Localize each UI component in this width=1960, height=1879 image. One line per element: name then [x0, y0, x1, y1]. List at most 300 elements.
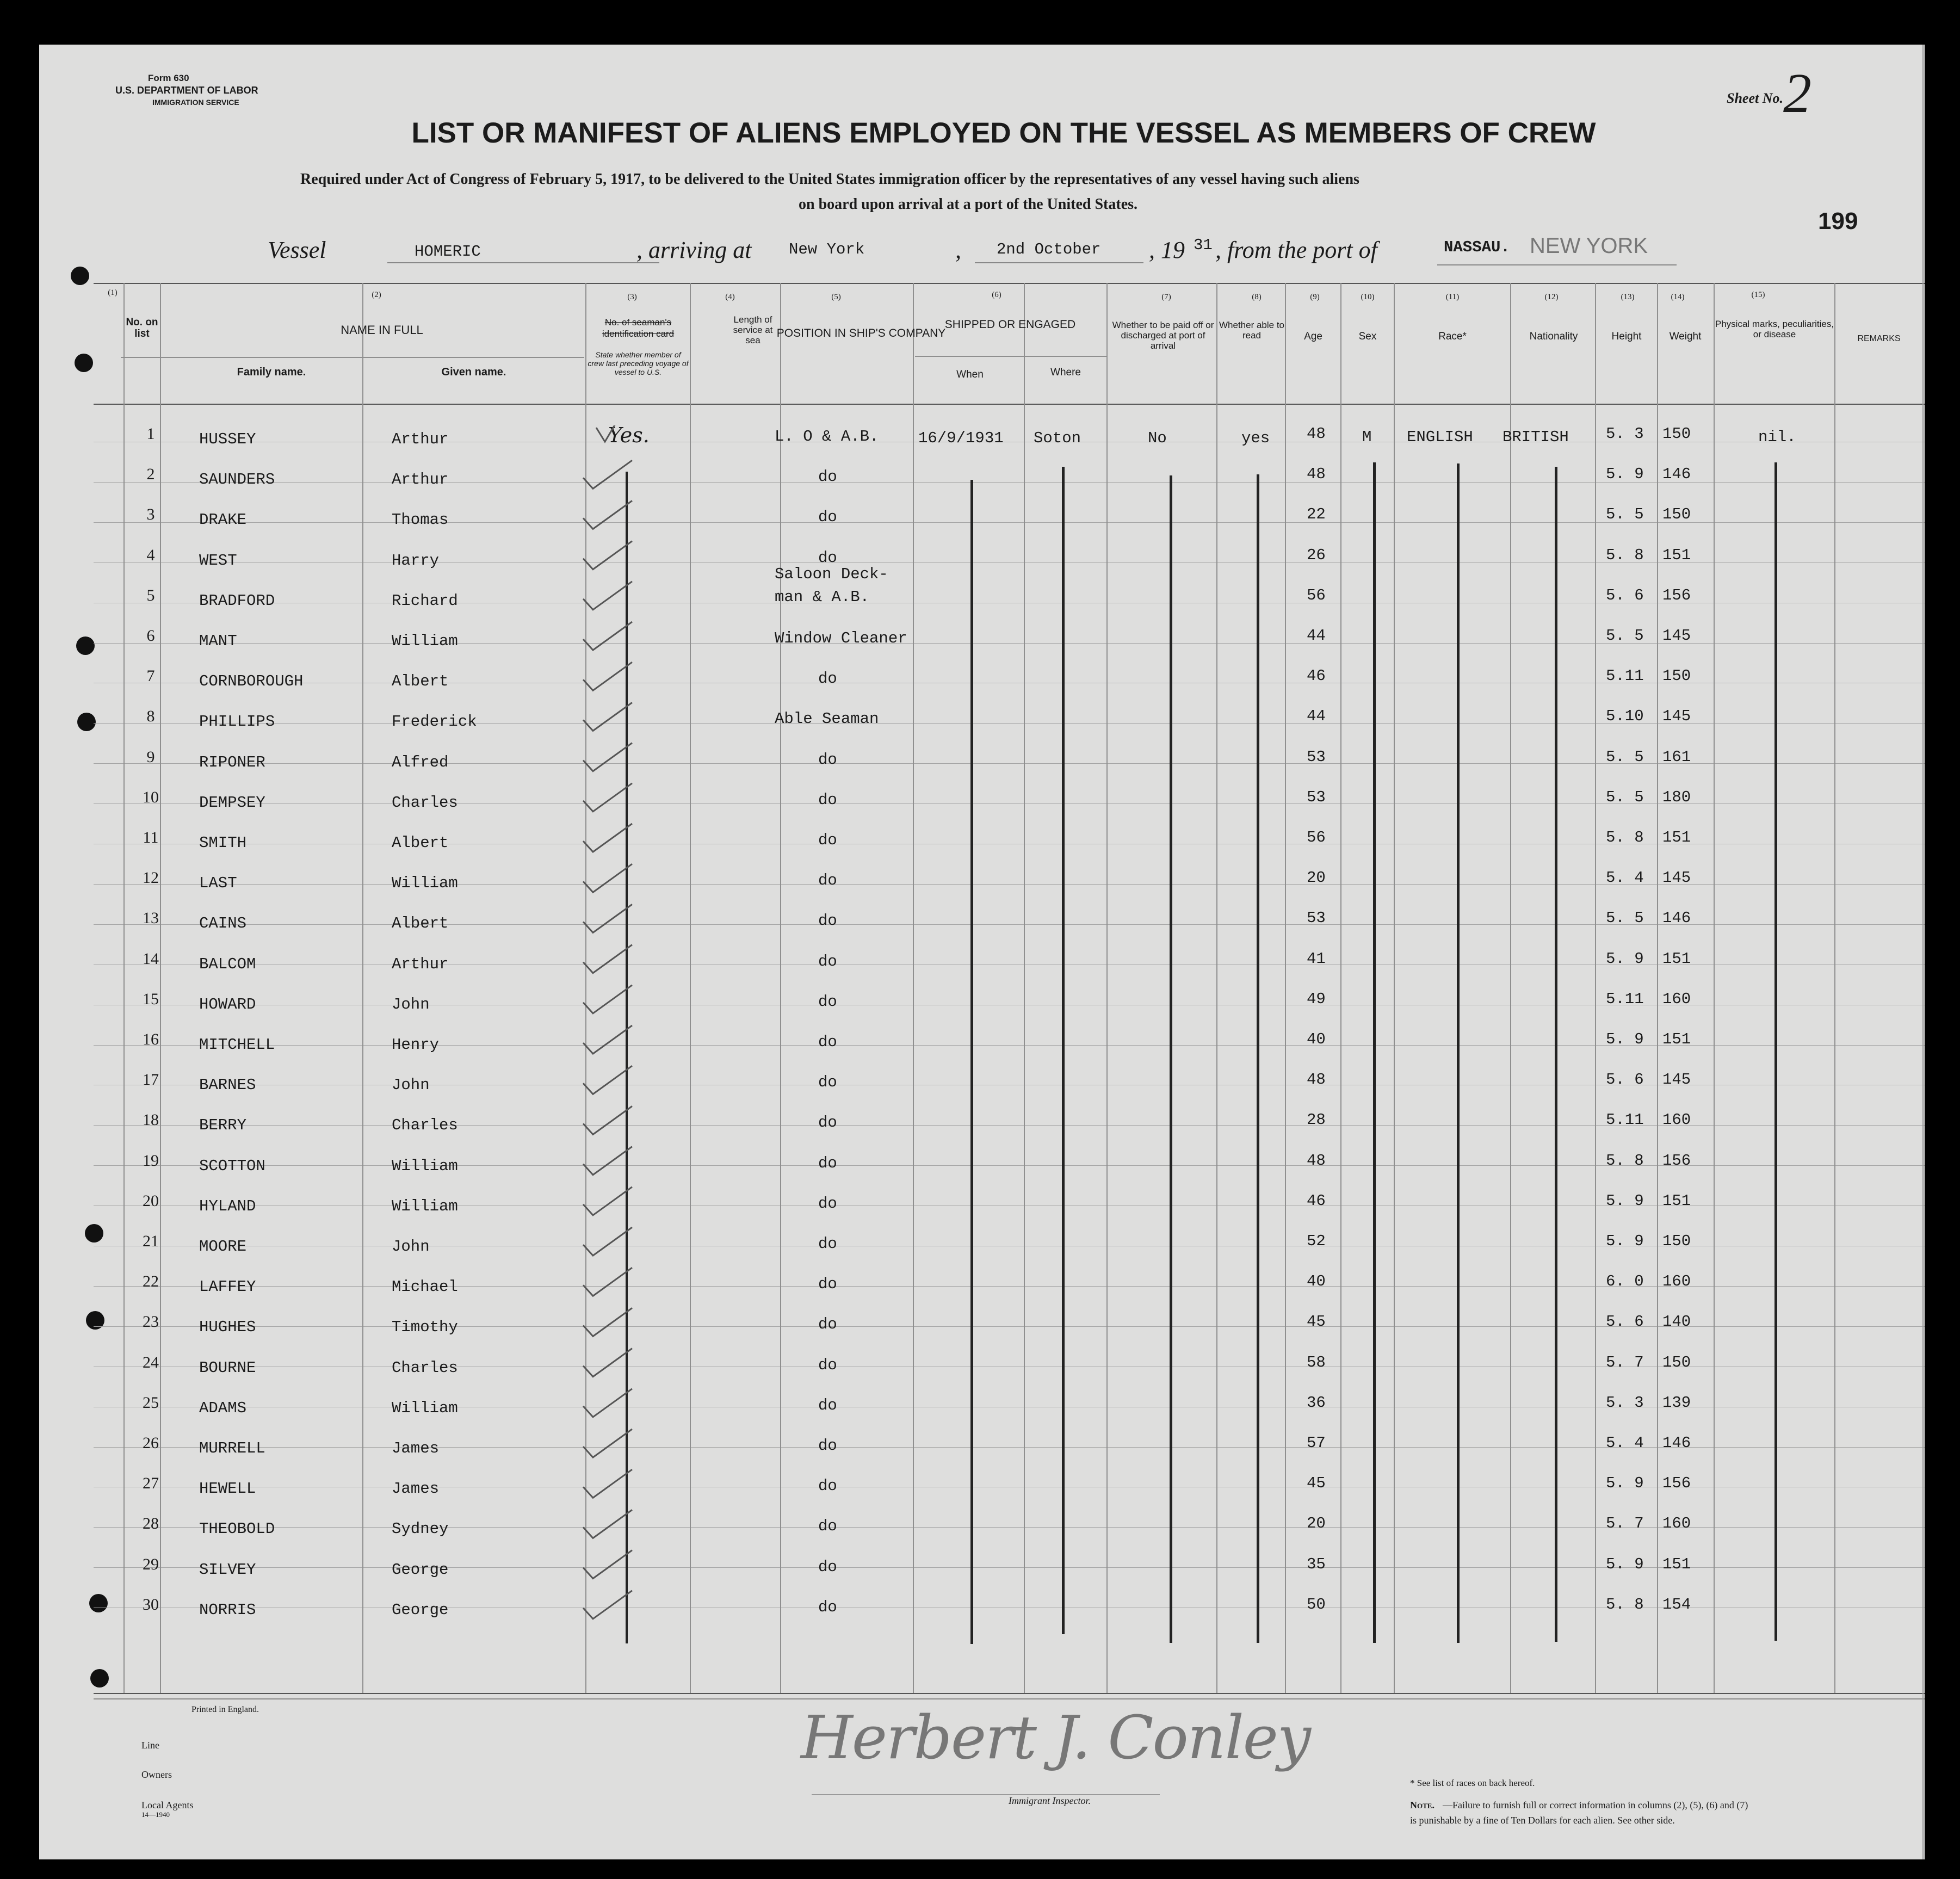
nationality: BRITISH [1503, 428, 1569, 446]
row-given: William [392, 1157, 458, 1175]
row-height: 5. 5 [1606, 788, 1644, 806]
physical-marks: nil. [1758, 428, 1796, 446]
col-num: (9) [1310, 293, 1320, 301]
row-no: 15 [143, 990, 159, 1008]
row-age: 20 [1307, 869, 1326, 887]
check-mark [583, 1187, 632, 1215]
row-given: Charles [392, 793, 458, 812]
row-age: 48 [1307, 425, 1326, 443]
row-no: 27 [143, 1474, 159, 1493]
check-mark [583, 864, 632, 892]
row-age: 53 [1307, 909, 1326, 928]
row-position: do [818, 670, 837, 688]
row-given: Thomas [392, 511, 449, 529]
row-height: 5. 8 [1606, 546, 1644, 564]
row-weight: 151 [1662, 829, 1691, 846]
row-position: do [818, 1235, 837, 1253]
note-line1: —Failure to furnish full or correct information in columns (2), (5), (6) and (7) [1443, 1800, 1748, 1810]
row-given: George [392, 1560, 449, 1579]
row-age: 46 [1307, 1191, 1326, 1210]
check-mark [583, 1025, 632, 1054]
row-no: 1 [146, 425, 155, 443]
row-weight: 150 [1662, 1232, 1691, 1250]
row-height: 5. 6 [1606, 586, 1644, 604]
row-family: ADAMS [199, 1399, 247, 1417]
row-no: 4 [146, 546, 155, 564]
col-num: (1) [108, 288, 118, 297]
col-num: (6) [992, 290, 1001, 299]
row-age: 44 [1307, 707, 1326, 726]
vessel-name: HOMERIC [415, 243, 481, 261]
row-no: 22 [143, 1272, 159, 1291]
row-age: 52 [1307, 1232, 1326, 1250]
check-mark [583, 985, 632, 1013]
row-family: BOURNE [199, 1358, 256, 1377]
check-mark [583, 904, 632, 932]
col-num: (2) [372, 290, 381, 299]
row-family: CAINS [199, 914, 247, 933]
row-no: 7 [146, 667, 155, 685]
page-title: LIST OR MANIFEST OF ALIENS EMPLOYED ON THE VESSEL AS MEMBERS OF CREW [411, 117, 1596, 149]
row-age: 48 [1307, 1151, 1326, 1170]
row-given: Albert [392, 914, 449, 933]
row-weight: 160 [1662, 1111, 1691, 1129]
binder-hole [85, 1224, 103, 1243]
header-paid-off: Whether to be paid off or discharged at port of arrival [1112, 320, 1214, 351]
row-age: 45 [1307, 1313, 1326, 1331]
row-given: George [392, 1600, 449, 1619]
row-given: Arthur [392, 430, 449, 448]
row-position: do [818, 1275, 837, 1294]
row-given: Henry [392, 1036, 440, 1054]
row-no: 26 [143, 1434, 159, 1452]
row-no: 25 [143, 1393, 159, 1412]
row-age: 36 [1307, 1393, 1326, 1412]
header-given-name: Given name. [441, 366, 506, 378]
row-given: Arthur [392, 471, 449, 489]
row-no: 8 [146, 707, 155, 726]
ditto-line [1257, 474, 1259, 1643]
row-position: do [818, 992, 837, 1011]
row-age: 48 [1307, 465, 1326, 484]
col-num: (13) [1621, 293, 1635, 301]
page-number: 199 [1818, 208, 1858, 234]
col-num: (5) [831, 293, 841, 301]
row-family: CORNBOROUGH [199, 672, 304, 691]
row-age: 44 [1307, 627, 1326, 645]
col-num: (3) [627, 293, 637, 301]
row-height: 5. 5 [1606, 627, 1644, 645]
row-no: 2 [146, 465, 155, 484]
check-mark [596, 425, 616, 442]
row-weight: 151 [1662, 1191, 1691, 1210]
able-to-read: yes [1241, 429, 1270, 447]
row-family: LAFFEY [199, 1278, 256, 1296]
header-no-on-list: No. on list [126, 317, 158, 339]
row-weight: 145 [1662, 707, 1691, 726]
form-number: Form 630 [148, 73, 189, 83]
row-given: Charles [392, 1116, 458, 1135]
subtitle-line2: on board upon arrival at a port of the United States. [799, 196, 1138, 213]
shipped-where: Soton [1034, 429, 1081, 447]
year-prefix: , 19 [1149, 237, 1185, 263]
header-card-struck: No. of seaman's identification card [602, 317, 675, 339]
subtitle-line1: Required under Act of Congress of February 5, 1917, to be delivered to the United States immigration officer by the representatives of any vessel having such aliens [300, 171, 1359, 188]
sheet-label: Sheet No. [1727, 90, 1783, 106]
row-position: do [818, 912, 837, 930]
header-height: Height [1611, 331, 1642, 342]
arriving-label: , arriving at [636, 237, 752, 263]
binder-hole [89, 1594, 108, 1612]
row-position: do [818, 1114, 837, 1132]
line-label: Line [141, 1740, 159, 1751]
row-position: do [818, 1557, 837, 1576]
row-height: 5. 8 [1606, 1151, 1644, 1170]
binder-hole [90, 1669, 109, 1688]
row-given: John [392, 1076, 430, 1095]
row-weight: 139 [1662, 1393, 1691, 1412]
row-position: do [818, 508, 837, 527]
row-family: SAUNDERS [199, 471, 275, 489]
row-given: Frederick [392, 713, 477, 731]
row-position: do [818, 468, 837, 486]
row-given: James [392, 1439, 440, 1457]
row-family: MITCHELL [199, 1036, 275, 1054]
header-position: POSITION IN SHIP'S COMPANY [776, 327, 946, 339]
row-no: 13 [143, 909, 159, 928]
col-num: (14) [1671, 293, 1685, 301]
header-length-of-service: Length of service at sea [733, 314, 773, 345]
row-given: Charles [392, 1358, 458, 1377]
row-height: 6. 0 [1606, 1272, 1644, 1291]
row-weight: 150 [1662, 505, 1691, 524]
row-age: 45 [1307, 1474, 1326, 1493]
row-given: James [392, 1480, 440, 1498]
row-age: 40 [1307, 1030, 1326, 1048]
row-height: 5. 7 [1606, 1515, 1644, 1533]
row-height: 5. 9 [1606, 1555, 1644, 1573]
row-family: SCOTTON [199, 1157, 265, 1175]
from-port-label: , from the port of [1215, 237, 1377, 263]
row-position: do [818, 750, 837, 769]
row-weight: 145 [1662, 869, 1691, 887]
port-stamp: NEW YORK [1530, 234, 1648, 258]
row-position: do [818, 1517, 837, 1536]
check-mark [583, 945, 632, 973]
row-age: 22 [1307, 505, 1326, 524]
row-height: 5.11 [1606, 990, 1644, 1008]
row-given: Timothy [392, 1318, 458, 1337]
row-family: PHILLIPS [199, 713, 275, 731]
header-previous-voyage: State whether member of crew last preceding voyage of vessel to U.S. [588, 350, 689, 376]
row-age: 41 [1307, 949, 1326, 968]
row-position: do [818, 1073, 837, 1092]
header-sex: Sex [1358, 331, 1377, 342]
ditto-line [970, 480, 973, 1644]
check-mark [583, 1550, 632, 1579]
row-position: do [818, 871, 837, 890]
row-family: HEWELL [199, 1480, 256, 1498]
row-position: do [818, 1033, 837, 1051]
row-given: John [392, 1238, 430, 1256]
row-weight: 160 [1662, 1272, 1691, 1291]
row-given: Michael [392, 1278, 458, 1296]
row-age: 50 [1307, 1595, 1326, 1614]
row-height: 5. 9 [1606, 1191, 1644, 1210]
check-mark [583, 662, 632, 690]
row-given: Albert [392, 834, 449, 852]
check-mark [583, 500, 632, 529]
row-height: 5. 9 [1606, 1232, 1644, 1250]
col-num: (7) [1161, 293, 1171, 301]
row-height: 5. 3 [1606, 1393, 1644, 1412]
inspector-signature: Herbert J. Conley [801, 1703, 1310, 1772]
row-height: 5. 9 [1606, 1474, 1644, 1493]
row-no: 9 [146, 747, 155, 766]
row-height: 5.11 [1606, 667, 1644, 685]
row-weight: 140 [1662, 1313, 1691, 1331]
row-height: 5. 9 [1606, 465, 1644, 484]
check-mark [583, 1429, 632, 1457]
row-position: do [818, 1396, 837, 1414]
check-mark [583, 1106, 632, 1134]
row-weight: 156 [1662, 1474, 1691, 1493]
row-weight: 156 [1662, 1151, 1691, 1170]
check-mark [583, 783, 632, 812]
row-height: 5. 7 [1606, 1353, 1644, 1371]
race-note: * See list of races on back hereof. [1410, 1778, 1535, 1788]
row-weight: 150 [1662, 1353, 1691, 1371]
row-weight: 160 [1662, 1515, 1691, 1533]
department-name: U.S. DEPARTMENT OF LABOR [115, 85, 258, 96]
check-mark [583, 541, 632, 570]
row-family: HUGHES [199, 1318, 256, 1337]
row-weight: 150 [1662, 425, 1691, 443]
row-position: Saloon Deck- man & A.B. [775, 565, 888, 606]
row-position: do [818, 1315, 837, 1334]
row-family: MANT [199, 632, 237, 650]
row-height: 5. 5 [1606, 747, 1644, 766]
check-mark [583, 622, 632, 650]
row-height: 5. 6 [1606, 1313, 1644, 1331]
row-no: 30 [143, 1595, 159, 1614]
row-position: do [818, 1437, 837, 1455]
row-height: 5. 6 [1606, 1071, 1644, 1089]
row-age: 53 [1307, 788, 1326, 806]
row-family: MURRELL [199, 1439, 265, 1457]
header-weight: Weight [1669, 331, 1702, 342]
row-no: 29 [143, 1555, 159, 1573]
binder-hole [77, 713, 96, 731]
row-given: Alfred [392, 753, 449, 771]
note-label: Note. [1410, 1800, 1435, 1810]
row-position: Window Cleaner [775, 629, 907, 647]
arrival-year: 31 [1194, 236, 1213, 254]
row-position: do [818, 952, 837, 971]
row-height: 5. 9 [1606, 949, 1644, 968]
row-given: William [392, 1197, 458, 1215]
row-weight: 156 [1662, 586, 1691, 604]
paid-off: No [1148, 429, 1167, 447]
prev-voyage-yes: Yes. [608, 423, 650, 447]
check-mark [583, 1227, 632, 1256]
row-no: 20 [143, 1191, 159, 1210]
row-age: 49 [1307, 990, 1326, 1008]
row-height: 5. 9 [1606, 1030, 1644, 1048]
row-position: Able Seaman [775, 710, 879, 728]
row-no: 16 [143, 1030, 159, 1048]
header-name-in-full: NAME IN FULL [341, 323, 423, 337]
row-age: 56 [1307, 829, 1326, 846]
row-height: 5. 8 [1606, 829, 1644, 846]
row-family: DEMPSEY [199, 793, 265, 812]
row-no: 10 [143, 788, 159, 806]
row-age: 48 [1307, 1071, 1326, 1089]
row-age: 20 [1307, 1515, 1326, 1533]
row-no: 18 [143, 1111, 159, 1129]
header-shipped-engaged: SHIPPED OR ENGAGED [944, 318, 1076, 331]
header-shipped-where: Where [1050, 367, 1081, 378]
row-position: L. O & A.B. [775, 428, 879, 446]
check-mark [583, 1591, 632, 1619]
check-mark [583, 1066, 632, 1094]
row-height: 5.10 [1606, 707, 1644, 726]
row-weight: 154 [1662, 1595, 1691, 1614]
row-age: 26 [1307, 546, 1326, 564]
sex: M [1362, 428, 1372, 446]
row-family: NORRIS [199, 1600, 256, 1619]
row-age: 56 [1307, 586, 1326, 604]
row-family: THEOBOLD [199, 1520, 275, 1538]
check-marks [561, 425, 670, 1677]
row-no: 24 [143, 1353, 159, 1371]
row-family: DRAKE [199, 511, 247, 529]
check-mark [583, 1349, 632, 1377]
row-weight: 145 [1662, 1071, 1691, 1089]
row-family: HUSSEY [199, 430, 256, 448]
agents-code: 14—1940 [141, 1810, 170, 1819]
row-no: 14 [143, 949, 159, 968]
binder-hole [76, 636, 95, 655]
row-no: 19 [143, 1151, 159, 1170]
row-weight: 146 [1662, 909, 1691, 928]
row-weight: 151 [1662, 1555, 1691, 1573]
row-given: William [392, 632, 458, 650]
row-height: 5. 4 [1606, 869, 1644, 887]
shipped-when: 16/9/1931 [918, 429, 1004, 447]
row-age: 58 [1307, 1353, 1326, 1371]
row-height: 5. 8 [1606, 1595, 1644, 1614]
row-family: WEST [199, 551, 237, 570]
row-position: do [818, 1598, 837, 1616]
row-height: 5. 5 [1606, 505, 1644, 524]
row-weight: 160 [1662, 990, 1691, 1008]
arrival-date: 2nd October [997, 240, 1101, 258]
header-nationality: Nationality [1529, 331, 1578, 342]
col-num: (15) [1751, 290, 1765, 299]
header-able-to-read: Whether able to read [1219, 320, 1284, 341]
printed-in-england: Printed in England. [191, 1705, 259, 1714]
row-family: LAST [199, 874, 237, 893]
row-position: do [818, 1154, 837, 1172]
local-agents-label: Local Agents [141, 1800, 194, 1810]
row-family: BERRY [199, 1116, 247, 1135]
row-no: 5 [146, 586, 155, 604]
row-family: MOORE [199, 1238, 247, 1256]
ditto-line [1170, 475, 1172, 1643]
row-weight: 146 [1662, 465, 1691, 484]
row-weight: 151 [1662, 949, 1691, 968]
service-name: IMMIGRATION SERVICE [152, 98, 239, 107]
row-age: 35 [1307, 1555, 1326, 1573]
check-mark [583, 824, 632, 852]
manifest-sheet: Form 630 U.S. DEPARTMENT OF LABOR IMMIGRATION SERVICE Sheet No. 2 199 LIST OR MANIFEST OF ALIENS EMPLOYED ON THE VESSEL AS MEMBERS OF CREW Required under Act of Congress of February 5, 1917, to be delivered to the United States immigration officer by the representatives of any vessel having such aliens on board upon arrival at a port of the United States. Vessel HOMERIC , arriving at New York , 2nd October , 19 31 , from the port of NASSAU. NEW YORK (1) (2) (3) (4) (5) (6) (7) (8) (9) (10) (11) (12) (13) (14) (15) No. on list NAME IN FULL Family name. Given name. No. of seaman's identification card State whether member of crew last preceding voyage of vessel to U.S. Length of service at sea POSITION IN SHIP'S COMPANY SHIPPED OR ENGAGED When Where Whether to be paid off or discharged at port of arrival Whether able to read Age Sex Race* Nationality Height Weight Physical marks, peculiarities, or disease REMARKS Yes. 16/9/1931 Soton No yes M ENGLISH BRITISH nil. 1 HUSSEY Arthur L. O & A.B. 48 5. 3 150 2 SAUNDERS Arthur do 48 5. 9 146 3 DRAKE Thomas do 22 5. 5 150 4 WEST Harry do 26 5. 8 151 5 BRADFORD Richard Saloon Deck- man & A.B. 56 5. 6 156 6 MANT William Window Cleaner 44 5. 5 145 7 CORNBOROUGH Albert do 46 5.11 150 8 PHILLIPS Frederick Able Seaman 44 5.10 145 9 RIPONER Alfred do 53 5. 5 161 10 DEMPSEY Charles do 53 5. 5 180 11 SMITH Albert do 56 5. 8 151 12 LAST William do 20 5. 4 145 13 CAINS Albert do 53 5. 5 146 14 BALCOM Arthur do 41 5. 9 151 15 HOWARD John do 49 5.11 160 16 MITCHELL Henry do 40 5. 9 151 17 BARNES John do 48 5. 6 145 18 BERRY Charles do 28 5.11 160 19 SCOTTON William do 48 5. 8 156 20 HYLAND William do 46 5. 9 151 21 MOORE John do 52 5. 9 150 22 LAFFEY Michael do 40 6. 0 160 23 HUGHES Timothy do 45 5. 6 140 24 BOURNE Charles do 58 5. 7 150 25 ADAMS William do 36 5. 3 139 26 MURRELL James do 57 5. 4 146 27 HEWELL James do 45 5. 9 156 28 THEOBOLD Sydney do 20 5. 7 160 29 SILVEY George do 35 5. 9 151 30 NORRIS George do 50 5. 8 154 Printed in England. Line Owners Local Agents 14—1940 Herbert J. Conley Immigrant Inspector. * See list of races on back hereof. Note. —Failure to furnish full or correct information in columns (2), (5), (6) and (7) is punishable by a fine of Ten Dollars for each alien. See other side. [39, 45, 1925, 1859]
binder-hole [75, 354, 93, 372]
row-given: William [392, 874, 458, 893]
row-no: 21 [143, 1232, 159, 1250]
col-num: (10) [1361, 293, 1375, 301]
row-family: HOWARD [199, 995, 256, 1013]
row-family: SMITH [199, 834, 247, 852]
row-height: 5.11 [1606, 1111, 1644, 1129]
row-no: 23 [143, 1313, 159, 1331]
sheet-number: 2 [1783, 62, 1811, 125]
ditto-line [1555, 467, 1557, 1642]
row-family: HYLAND [199, 1197, 256, 1215]
departure-port: NASSAU. [1444, 238, 1510, 256]
row-position: do [818, 831, 837, 849]
row-weight: 146 [1662, 1434, 1691, 1452]
col-num: (12) [1544, 293, 1559, 301]
header-shipped-when: When [956, 369, 984, 380]
check-mark [583, 1469, 632, 1498]
header-race: Race* [1438, 331, 1467, 342]
row-weight: 151 [1662, 1030, 1691, 1048]
row-no: 17 [143, 1071, 159, 1089]
row-given: Richard [392, 591, 458, 610]
row-family: BRADFORD [199, 591, 275, 610]
row-position: do [818, 548, 837, 567]
row-no: 28 [143, 1515, 159, 1533]
check-mark [583, 743, 632, 771]
row-age: 53 [1307, 747, 1326, 766]
row-no: 3 [146, 505, 155, 524]
row-position: do [818, 790, 837, 809]
header-remarks: REMARKS [1857, 334, 1901, 343]
race: ENGLISH [1407, 428, 1473, 446]
row-position: do [818, 1356, 837, 1374]
header-physical-marks: Physical marks, peculiarities, or disease [1715, 319, 1834, 339]
row-position: do [818, 1194, 837, 1213]
check-mark [583, 582, 632, 610]
row-weight: 150 [1662, 667, 1691, 685]
row-height: 5. 5 [1606, 909, 1644, 928]
note-line2: is punishable by a fine of Ten Dollars for each alien. See other side. [1410, 1815, 1675, 1826]
binder-hole [86, 1311, 104, 1330]
header-family-name: Family name. [237, 366, 306, 378]
row-height: 5. 4 [1606, 1434, 1644, 1452]
row-weight: 161 [1662, 747, 1691, 766]
check-mark [583, 1268, 632, 1296]
row-no: 6 [146, 627, 155, 645]
ditto-line [1774, 462, 1777, 1641]
check-mark [583, 702, 632, 731]
row-no: 12 [143, 869, 159, 887]
ditto-line [1457, 463, 1460, 1643]
row-weight: 151 [1662, 546, 1691, 564]
header-age: Age [1304, 331, 1322, 342]
row-family: BARNES [199, 1076, 256, 1095]
